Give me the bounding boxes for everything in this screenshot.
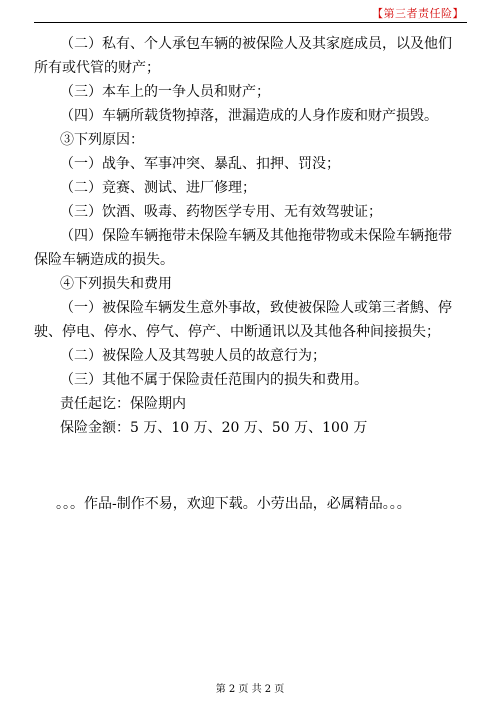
liability-period: 责任起讫：保险期内 [60, 396, 186, 412]
cause-war: （一）战争、军事冲突、暴乱、扣押、罚没； [60, 156, 340, 172]
section-losses-heading: ④下列损失和费用 [60, 276, 172, 292]
cause-racing: （二）竞赛、测试、进厂修理； [60, 180, 256, 196]
section-causes-heading: ③下列原因： [60, 132, 144, 148]
header-rule [34, 22, 467, 23]
header-tag: 【第三者责任险】 [372, 7, 464, 20]
page-number-footer: 第 2 页 共 2 页 [215, 684, 285, 695]
item-private-vehicles: （二）私有、个人承包车辆的被保险人及其家庭成员，以及他们所有或代管的财产； [34, 36, 452, 76]
closing-note: 。。。作品-制作不易，欢迎下载。小劳出品，必属精品。。。 [56, 496, 411, 512]
item-onboard-persons: （三）本车上的一争人员和财产； [60, 84, 270, 100]
cause-towing: （四）保险车辆拖带未保险车辆及其他拖带物或未保险车辆拖带保险车辆造成的损失。 [34, 228, 452, 268]
cause-drinking: （三）饮酒、吸毒、药物医学专用、无有效驾驶证； [60, 204, 382, 220]
item-cargo-drop: （四）车辆所载货物掉落，泄漏造成的人身作废和财产损毁。 [60, 108, 438, 124]
document-body [34, 32, 462, 516]
loss-indirect: （一）被保险车辆发生意外事故，致使被保险人或第三者鹪、停驶、停电、停水、停气、停产、中断通讯以及其他各种间接损失； [34, 300, 452, 340]
spacer [60, 440, 462, 492]
loss-intentional: （二）被保险人及其驾驶人员的故意行为； [60, 348, 326, 364]
insured-amount: 保险金额：5 万、10 万、20 万、50 万、100 万 [60, 420, 368, 436]
loss-other: （三）其他不属于保险责任范围内的损失和费用。 [60, 372, 368, 388]
